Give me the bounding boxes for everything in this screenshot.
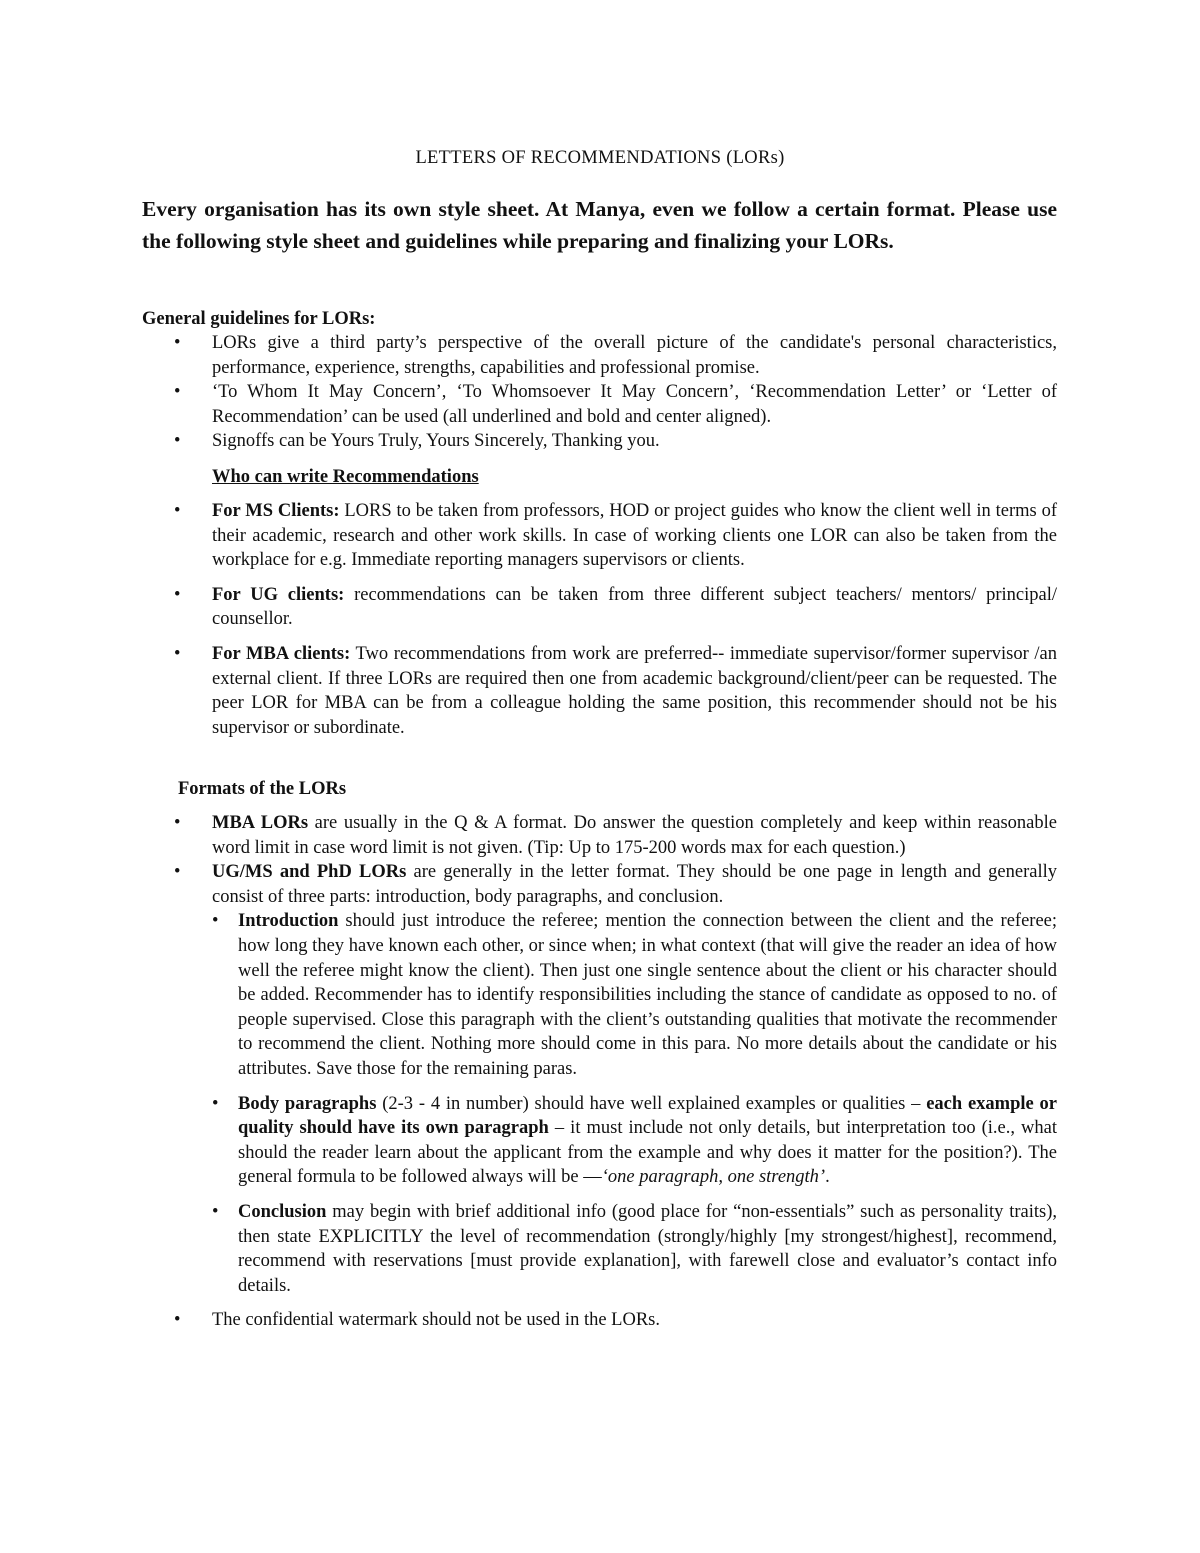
list-item: • Body paragraphs (2-3 - 4 in number) should have well explained examples or qualities – each example or quality should have its own paragraph – it must include not only details, but interpretation too (i.e., what should the reader learn about the applicant from the example and why does it matter for the position?). The general formula to be followed always will be —‘one paragraph, one strength’. bbox=[212, 1093, 1057, 1188]
list-item: • For UG clients: recommendations can be taken from three different subject teachers/ mentors/ principal/ counsellor. bbox=[174, 584, 1057, 630]
formats-list bbox=[166, 811, 1057, 1333]
document-title: LETTERS OF RECOMMENDATIONS (LORs) bbox=[415, 148, 785, 168]
bullet-icon: • bbox=[212, 1201, 219, 1222]
bullet-icon: • bbox=[174, 501, 181, 521]
general-guidelines-heading: General guidelines for LORs: bbox=[142, 309, 376, 329]
list-item: • Conclusion may begin with brief additional info (good place for “non-essentials” such as personality traits), then state EXPLICITLY the level of recommendation (strongly/highly [my strongest/highest], recommend, recommend with reservations [must provide explanation], with farewell close and evaluator’s contact info details. bbox=[212, 1201, 1057, 1296]
bullet-icon: • bbox=[174, 1310, 181, 1331]
list-item: • UG/MS and PhD LORs are generally in the letter format. They should be one page in length and generally consist of three parts: introduction, body paragraphs, and conclusion. • Introduction should just introduce the referee; mention the connection between the client and the referee; how long they have known each other, or since when; in what context (that will give the reader an idea of how well the referee might know the client). Then just one single sentence about the client or his character should be added. Recommender has to identify responsibilities including the stance of candidate as opposed to no. of people supervised. Close this paragraph with the client’s outstanding qualities that motivate the recommender to recommend the client. Nothing more should come in this para. No more details about the candidate or his attributes. Save those for the remaining paras. • Body paragraphs (2-3 - 4 in number) should have well explained examples or qualities – each example or quality should have its own paragraph – it must include not only details, but interpretation too (i.e., what should the reader learn about the applicant from the example and why does it matter for the position?). The general formula to be followed always will be —‘one paragraph, one strength’. • Conclusion may begin with brief additional info (good place for “non-essentials” such as personality traits), then state EXPLICITLY the level of recommendation (strongly/highly [my strongest/highest], recommend, recommend with reservations [must provide explanation], with farewell close and evaluator’s contact info details. bbox=[166, 860, 1057, 1298]
bullet-icon: • bbox=[212, 911, 219, 932]
intro-paragraph: Every organisation has its own style sheet. At Manya, even we follow a certain format. Please use the following style sheet and guidelines while preparing and finalizing your LORs. bbox=[142, 197, 1057, 253]
formats-heading: Formats of the LORs bbox=[178, 779, 347, 799]
bullet-icon: • bbox=[174, 431, 181, 452]
list-item: • LORs give a third party’s perspective of the overall picture of the candidate's personal characteristics, performance, experience, strengths, capabilities and professional promise. bbox=[174, 333, 1057, 378]
list-item: • For MBA clients: Two recommendations from work are preferred-- immediate supervisor/former supervisor /an external client. If three LORs are required then one from academic background/client/peer can be requested. The peer LOR for MBA can be from a colleague holding the same position, this recommender should not be his supervisor or subordinate. bbox=[174, 643, 1057, 738]
bullet-icon: • bbox=[174, 813, 181, 833]
who-can-write-heading: Who can write Recommendations bbox=[212, 467, 479, 487]
list-item: • ‘To Whom It May Concern’, ‘To Whomsoever It May Concern’, ‘Recommendation Letter’ or ‘Letter of Recommendation’ can be used (all underlined and bold and center aligned). bbox=[174, 382, 1057, 427]
bullet-icon: • bbox=[174, 643, 181, 664]
list-item: • Introduction should just introduce the referee; mention the connection between the client and the referee; how long they have known each other, or since when; in what context (that will give the reader an idea of how well the referee might know the client). Then just one single sentence about the client or his character should be added. Recommender has to identify responsibilities including the stance of candidate as opposed to no. of people supervised. Close this paragraph with the client’s outstanding qualities that motivate the recommender to recommend the client. Nothing more should come in this para. No more details about the candidate or his attributes. Save those for the remaining paras. bbox=[212, 911, 1057, 1079]
list-item: • For MS Clients: LORS to be taken from professors, HOD or project guides who know the client well in terms of their academic, research and other work skills. In case of working clients one LOR can also be taken from the workplace for e.g. Immediate reporting managers supervisors or clients. bbox=[174, 501, 1057, 571]
bullet-icon: • bbox=[174, 333, 181, 353]
letter-parts-list bbox=[212, 909, 1057, 1298]
list-item: • Signoffs can be Yours Truly, Yours Sincerely, Thanking you. bbox=[166, 429, 1057, 454]
bullet-icon: • bbox=[174, 382, 181, 403]
who-can-write-list bbox=[166, 499, 1057, 740]
list-item: • The confidential watermark should not be used in the LORs. bbox=[166, 1308, 1057, 1333]
list-item: • MBA LORs are usually in the Q & A format. Do answer the question completely and keep within reasonable word limit in case word limit is not given. (Tip: Up to 175-200 words max for each question.) bbox=[174, 813, 1057, 858]
bullet-icon: • bbox=[174, 862, 181, 883]
bullet-icon: • bbox=[212, 1093, 219, 1114]
general-guidelines-list bbox=[166, 331, 1057, 454]
bullet-icon: • bbox=[174, 584, 181, 605]
